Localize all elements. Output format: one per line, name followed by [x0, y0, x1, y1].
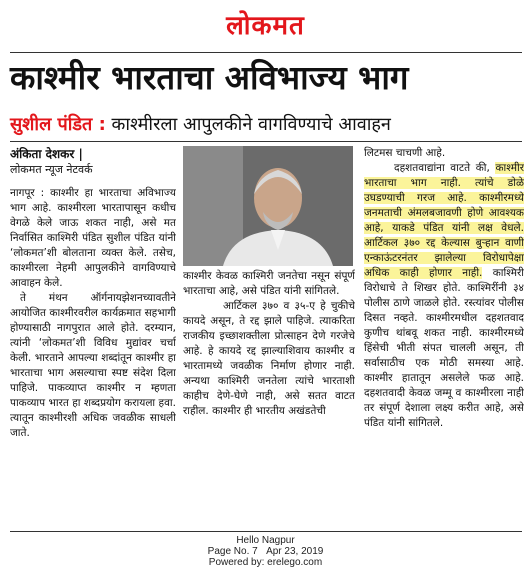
person-photo-icon [183, 146, 353, 266]
footer-rule [10, 531, 522, 532]
masthead-rule [10, 52, 522, 53]
subhead-rule [10, 141, 522, 142]
highlighted-text: काश्मीर भारताचा भाग नाही. त्यांचे डोळे उघडण्याची गरज आहे. काश्मीरमध्ये जनमताची अंमलबजावणी होणे आवश्यक आहे, याकडे पंडित यांनी लक्ष वेधले. आर्टिकल ३७० रद्द केल्यास बुऱ्हान वाणी एन्काऊंटरनंतर झालेल्या विरोधापेक्षा अधिक काही होणार नाही. [364, 162, 524, 279]
byline [10, 146, 170, 178]
footer-page: Page No. 7 [207, 546, 258, 557]
subheadline [10, 112, 525, 138]
article-column-2 [183, 269, 355, 531]
subhead-text: काश्मीरला आपुलकीने वागविण्याचे आवाहन [105, 114, 391, 135]
paragraph: काश्मीर केवळ काश्मिरी जनतेचा नसून संपूर्ण भारताचा आहे, असे पंडित यांनी सांगितले. [183, 270, 355, 297]
footer-powered: Powered by: erelego.com [208, 557, 323, 568]
byline-agency: लोकमत न्यूज नेटवर्क [10, 163, 93, 176]
paragraph-start: दहशतवाद्यांना वाटते की, [394, 162, 496, 174]
paragraph: लिटमस चाचणी आहे. [364, 147, 446, 159]
byline-author: अंकिता देशकर | [10, 147, 83, 161]
headline: काश्मीर भारताचा अविभाज्य भाग [10, 58, 409, 97]
photo-illustration [183, 146, 353, 266]
subhead-speaker: सुशील पंडित : [10, 114, 106, 135]
article-column-1 [10, 186, 176, 531]
footer-date: Apr 23, 2019 [266, 546, 324, 557]
paragraph: ते मंथन ऑर्गनायझेशनच्यावतीने आयोजित काश्मीरवरील कार्यक्रमात सहभागी होण्यासाठी नागपुरात आले होते. दरम्यान, त्यांनी ‘लोकमत’शी विविध मुद्यांवर चर्चा केली. भारताने आपल्या शब्दांतून काश्मीर हा भारताचा भाग असल्याचा स्पष्ट संदेश दिला पाहिजे. पाकव्याप्त काश्मीर न म्हणता पाकव्याप भारत हा शब्दप्रयोग करायला हवा. त्यातून काश्मीरशी अधिक जवळीक साधली जाते. [10, 292, 176, 439]
footer-edition: Hello Nagpur [236, 535, 295, 546]
footer-page-date [0, 546, 531, 557]
paragraph [364, 161, 524, 431]
lokmat-logo: लोकमत [226, 11, 305, 41]
paragraph: नागपूर : काश्मीर हा भारताचा अविभाज्य भाग आहे. काश्मीरला भारतापासून कधीच वेगळे केले जाऊ शकत नाही, असे मत निर्वासित काश्मिरी पंडित सुशील पंडित यांनी ‘लोकमत’शी बोलताना व्यक्त केले. तसेच, काश्मीरला नेहमी आपुलकीने वागविण्याचे आवाहन केले. [10, 187, 176, 289]
masthead [0, 6, 531, 42]
paragraph: आर्टिकल ३७० व ३५-ए हे चुकीचे कायदे असून, ते रद्द झाले पाहिजे. त्याकरिता राजकीय इच्छाशक्तीला प्रोत्साहन देणे गरजेचे आहे. हे कायदे रद्द झाल्याशिवाय काश्मीर व भारतामध्ये जवळीक निर्माण होणार नाही. अन्यथा काश्मिरी जनतेला त्यांचे भारताशी काहीच देणे-घेणे नाही, असे सतत वाटत राहील. काश्मीर ही भारतीय अखंडतेची [183, 300, 355, 417]
footer [0, 535, 531, 568]
article-column-3 [364, 146, 524, 531]
paragraph-end: काश्मिरी विरोधाचे ते शिखर होते. काश्मिरींनी ३४ पोलीस ठाणे जाळले होते. रस्त्यांवर पोलीस दिसत नव्हते. काश्मीरमधील दहशतवाद कुणीच थांबवू शकत नाही. काश्मीरमध्ये हिंसेची भीती संपत चालली असून, ती सर्वासाठीच एक मोठी समस्या आहे. काश्मीर हातातून असलेले फळ आहे. दहशतवादी केवळ जम्मू व काश्मीरला नाही तर संपूर्ण देशाला लक्ष्य करीत आहे, असे पंडित यांनी सांगितले. [364, 267, 524, 429]
